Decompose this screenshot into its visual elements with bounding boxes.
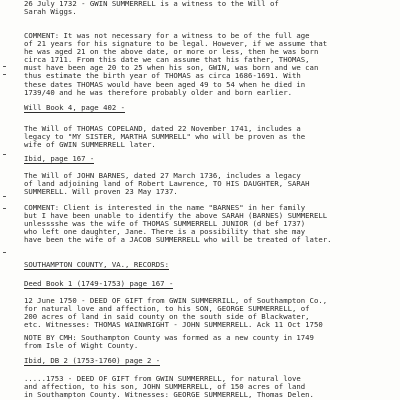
deed-paragraph xyxy=(24,375,396,399)
text-line: 1739/40 and he was therefore probably older and born earlier. xyxy=(24,88,292,97)
text-line: NOTE BY CMH: Southampton County was formed as a new county in 1749 xyxy=(24,334,314,342)
margin-mark xyxy=(3,252,6,253)
will-paragraph xyxy=(24,172,396,196)
text-line: but I have been unable to identify the above SARAH (BARNES) SUMMERELL xyxy=(24,212,328,221)
text-line: thus estimate the birth year of THOMAS as circa 1686-1691. With xyxy=(24,72,301,81)
comment-paragraph xyxy=(24,204,396,244)
text-line: who left one daughter, Jane. There is a possibility that she may xyxy=(24,228,306,237)
text-line: .....1753 - DEED OF GIFT from GWIN SUMMERRELL, for natural love xyxy=(24,375,301,383)
section-heading xyxy=(24,104,396,113)
text-line: Sarah Wiggs. xyxy=(24,8,77,17)
text-line: The Will of THOMAS COPELAND, dated 22 November 1741, includes a xyxy=(24,125,301,133)
section-heading xyxy=(24,280,396,289)
section-heading xyxy=(24,155,396,164)
text-line: from Isle of Wight County. xyxy=(24,342,139,351)
text-line: wife of GWIN SUMMERRELL later. xyxy=(24,141,156,150)
section-heading xyxy=(24,357,396,366)
text-line: etc. Witnesses: THOMAS WAINWRIGHT - JOHN SUMMERRELL. Ack 11 Oct 1750 xyxy=(24,321,323,330)
text-line: for natural love and affection, to his SON, GEORGE SUMMERRELL, of xyxy=(24,305,310,314)
margin-mark xyxy=(3,74,6,75)
intro-paragraph xyxy=(24,0,396,16)
margin-mark xyxy=(3,196,6,197)
text-line: of 21 years for his signature to be legal. However, if we assume that xyxy=(24,40,328,49)
heading-will-book-4: Will Book 4, page 402 - xyxy=(24,103,126,112)
heading-deed-book-1: Deed Book 1 (1749-1753) page 167 - xyxy=(24,279,174,288)
text-line: COMMENT: Client is interested in the name "BARNES" in her family xyxy=(24,204,306,212)
margin-mark xyxy=(3,66,6,67)
text-line: of land adjoining land of Robert Lawrence, TO HIS DAUGHTER, SARAH xyxy=(24,180,310,189)
will-paragraph xyxy=(24,125,396,149)
text-line: 26 July 1732 - GWIN SUMMERRELL is a witness to the Will of xyxy=(24,0,279,8)
note-paragraph xyxy=(24,334,396,350)
text-line: 12 June 1750 - DEED OF GIFT from GWIN SUMMERRILL, of Southampton Co., xyxy=(24,297,328,305)
text-line: in Southampton County. Witnesses: GEORGE SUMMERRELL, Thomas Delen. xyxy=(24,391,314,400)
heading-ibid-page-167: Ibid, page 167 - xyxy=(24,154,95,163)
text-line: he was aged 21 on the above date, or more or less, then he was born xyxy=(24,48,319,57)
text-line: legacy to "MY SISTER, MARTHA SUMMRELL" who will be proven as the xyxy=(24,133,306,142)
text-line: unlesssshe was the wife of THOMAS SUMMERRELL JUNIOR (d bef 1737) xyxy=(24,220,306,229)
text-line: these dates THOMAS would have been aged 49 to 54 when he died in xyxy=(24,80,306,89)
text-line: circa 1711. From this date we can assume that his father, THOMAS, xyxy=(24,56,310,65)
text-line: The Will of JOHN BARNES, dated 27 March 1736, includes a legacy xyxy=(24,172,301,180)
margin-mark xyxy=(3,208,6,209)
text-line: COMMENT: It was not necessary for a witness to be of the full age xyxy=(24,32,310,40)
text-line: have been the wife of a JACOB SUMMERRELL who will be treated of later. xyxy=(24,236,332,245)
text-line: 200 acres of land in said county on the south side of Blackwater, xyxy=(24,313,310,322)
county-heading xyxy=(24,261,396,270)
text-line: SUMMERELL. Will proven 23 May 1737. xyxy=(24,188,178,197)
comment-paragraph xyxy=(24,32,396,97)
text-line: and affection, to his son, JOHN SUMMERRELL, of 150 acres of land xyxy=(24,383,306,392)
deed-paragraph xyxy=(24,297,396,329)
text-line: must have been age 20 to 25 when his son, GWIN, was born and we can xyxy=(24,64,319,73)
heading-southampton-county: SOUTHAMPTON COUNTY, VA., RECORDS: xyxy=(24,260,169,269)
heading-ibid-db-2: Ibid, DB 2 (1753-1760) page 2 - xyxy=(24,356,161,365)
margin-mark xyxy=(3,154,6,155)
